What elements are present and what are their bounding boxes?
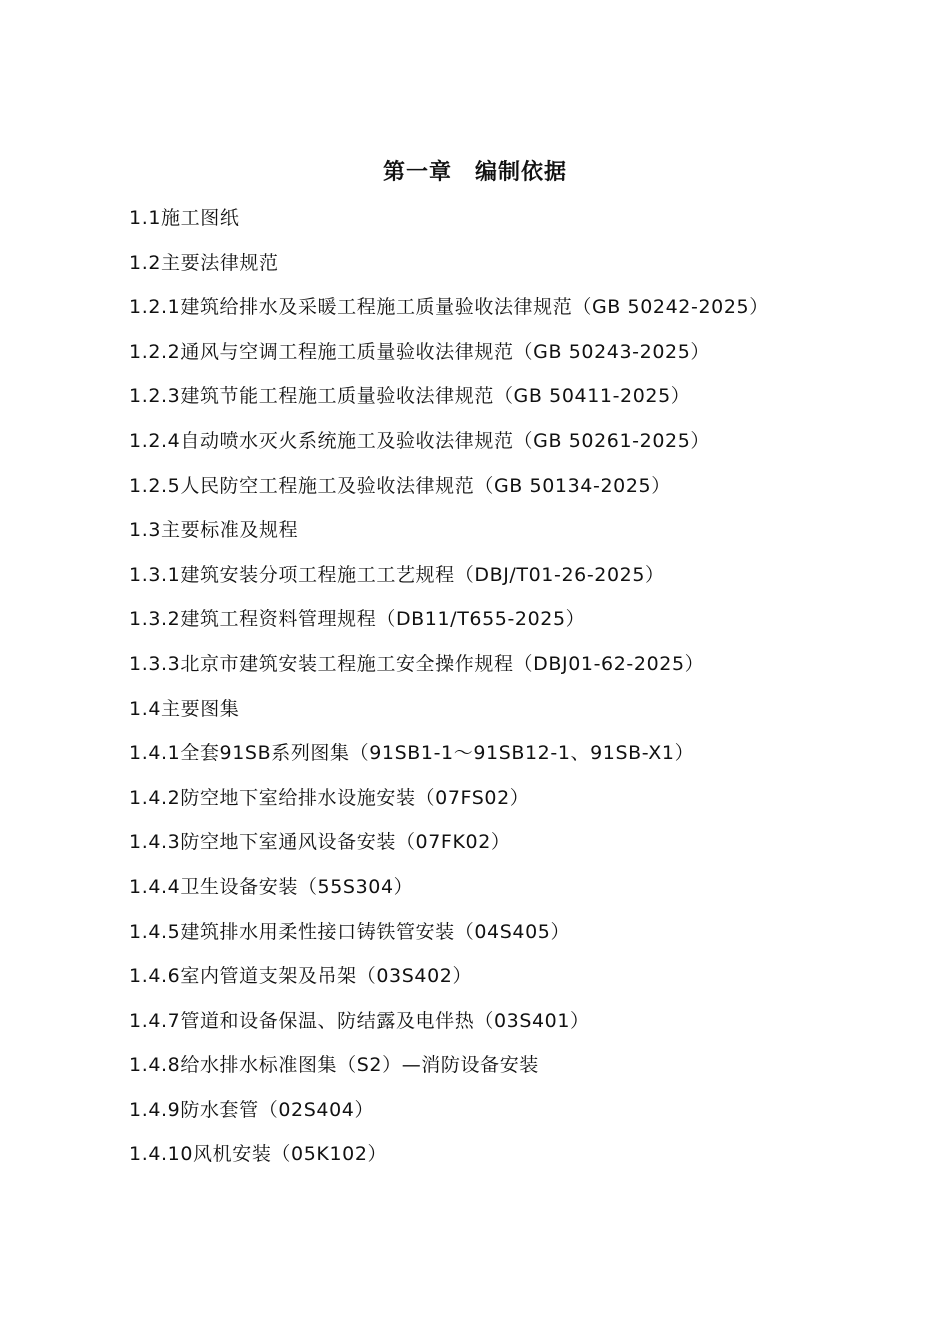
reference-item-1-2: 1.2主要法律规范 xyxy=(129,251,279,274)
reference-item-1-4-7: 1.4.7管道和设备保温、防结露及电伴热（03S401） xyxy=(129,1009,590,1032)
reference-item-1-2-5: 1.2.5人民防空工程施工及验收法律规范（GB 50134-2025） xyxy=(129,474,671,497)
reference-item-1-4-3: 1.4.3防空地下室通风设备安装（07FK02） xyxy=(129,831,511,854)
reference-item-1-4-9: 1.4.9防水套管（02S404） xyxy=(129,1098,375,1121)
reference-list xyxy=(129,200,769,1181)
chapter-title: 第一章 编制依据 xyxy=(382,159,567,185)
reference-item-1-4-2: 1.4.2防空地下室给排水设施安装（07FS02） xyxy=(129,786,530,809)
reference-item-1-3: 1.3主要标准及规程 xyxy=(129,519,299,542)
reference-item-1-4-4: 1.4.4卫生设备安装（55S304） xyxy=(129,875,414,898)
reference-item-1-4: 1.4主要图集 xyxy=(129,697,240,720)
reference-item-1-3-1: 1.3.1建筑安装分项工程施工工艺规程（DBJ/T01-26-2025） xyxy=(129,563,665,586)
reference-item-1-3-2: 1.3.2建筑工程资料管理规程（DB11/T655-2025） xyxy=(129,608,586,631)
reference-item-1-2-1: 1.2.1建筑给排水及采暖工程施工质量验收法律规范（GB 50242-2025） xyxy=(129,296,769,319)
reference-item-1-4-8: 1.4.8给水排水标准图集（S2）—消防设备安装 xyxy=(129,1054,539,1077)
reference-item-1-3-3: 1.3.3北京市建筑安装工程施工安全操作规程（DBJ01-62-2025） xyxy=(129,652,705,675)
reference-item-1-2-4: 1.2.4自动喷水灭火系统施工及验收法律规范（GB 50261-2025） xyxy=(129,429,710,452)
reference-item-1-4-1: 1.4.1全套91SB系列图集（91SB1-1～91SB12-1、91SB-X1） xyxy=(129,742,695,765)
reference-item-1-2-3: 1.2.3建筑节能工程施工质量验收法律规范（GB 50411-2025） xyxy=(129,385,691,408)
reference-item-1-4-5: 1.4.5建筑排水用柔性接口铸铁管安装（04S405） xyxy=(129,920,571,943)
reference-item-1-4-6: 1.4.6室内管道支架及吊架（03S402） xyxy=(129,965,473,988)
reference-item-1-2-2: 1.2.2通风与空调工程施工质量验收法律规范（GB 50243-2025） xyxy=(129,340,710,363)
reference-item-1-4-10: 1.4.10风机安装（05K102） xyxy=(129,1143,388,1166)
reference-item-1-1: 1.1施工图纸 xyxy=(129,207,240,229)
